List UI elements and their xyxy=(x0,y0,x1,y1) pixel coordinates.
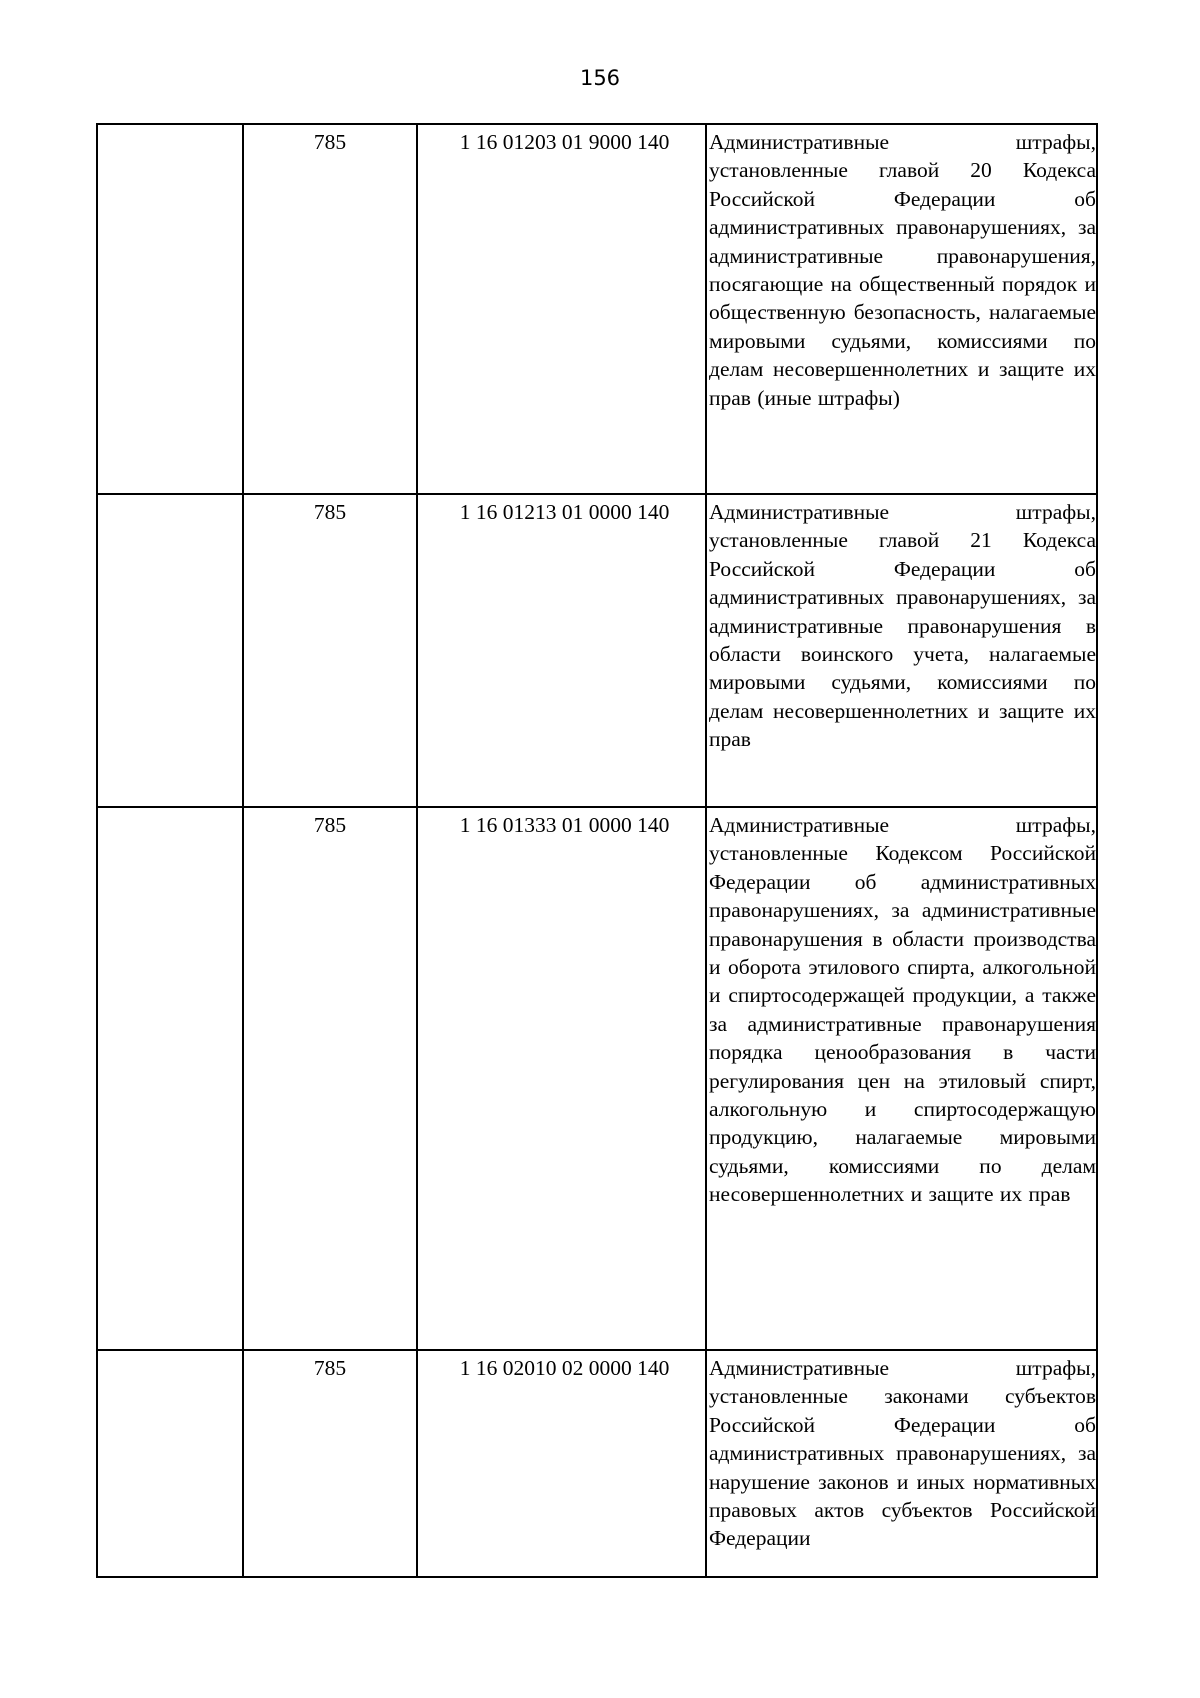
description-cell xyxy=(706,494,1097,807)
empty-cell xyxy=(97,124,243,494)
admin-code-cell: 785 xyxy=(243,124,417,494)
kbk-code-cell: 1 16 01203 01 9000 140 xyxy=(417,124,706,494)
kbk-code-cell: 1 16 02010 02 0000 140 xyxy=(417,1350,706,1577)
empty-cell xyxy=(97,1350,243,1577)
table-row xyxy=(97,124,1097,494)
description-cell xyxy=(706,1350,1097,1577)
empty-cell xyxy=(97,494,243,807)
admin-code-cell: 785 xyxy=(243,807,417,1350)
admin-code-cell: 785 xyxy=(243,1350,417,1577)
description-cell xyxy=(706,124,1097,494)
kbk-code-cell: 1 16 01333 01 0000 140 xyxy=(417,807,706,1350)
admin-code-cell: 785 xyxy=(243,494,417,807)
description-text: Административные штрафы, установленные главой 20 Кодекса Российской Федерации об административных правонарушениях, за административные правонарушения, посягающие на общественный порядок и общественную безопасность, налагаемые мировыми судьями, комиссиями по делам несовершеннолетних и защите их прав (иные штрафы) xyxy=(709,130,1096,410)
table-row xyxy=(97,1350,1097,1577)
description-text: Административные штрафы, установленные Кодексом Российской Федерации об административных правонарушениях, за административные правонарушения в области производства и оборота этилового спирта, алкогольной и спиртосодержащей продукции, а также за административные правонарушения порядка ценообразования в части регулирования цен на этиловый спирт, алкогольную и спиртосодержащую продукцию, налагаемые мировыми судьями, комиссиями по делам несовершеннолетних и защите их прав xyxy=(709,813,1096,1207)
kbk-table xyxy=(96,123,1098,1578)
kbk-code-cell: 1 16 01213 01 0000 140 xyxy=(417,494,706,807)
table-row xyxy=(97,807,1097,1350)
description-cell xyxy=(706,807,1097,1350)
empty-cell xyxy=(97,807,243,1350)
description-text: Административные штрафы, установленные законами субъектов Российской Федерации об административных правонарушениях, за нарушение законов и иных нормативных правовых актов субъектов Российской Федерации xyxy=(709,1356,1096,1551)
description-text: Административные штрафы, установленные главой 21 Кодекса Российской Федерации об административных правонарушениях, за административные правонарушения в области воинского учета, налагаемые мировыми судьями, комиссиями по делам несовершеннолетних и защите их прав xyxy=(709,500,1096,752)
table-row xyxy=(97,494,1097,807)
page-number: 156 xyxy=(579,66,621,90)
